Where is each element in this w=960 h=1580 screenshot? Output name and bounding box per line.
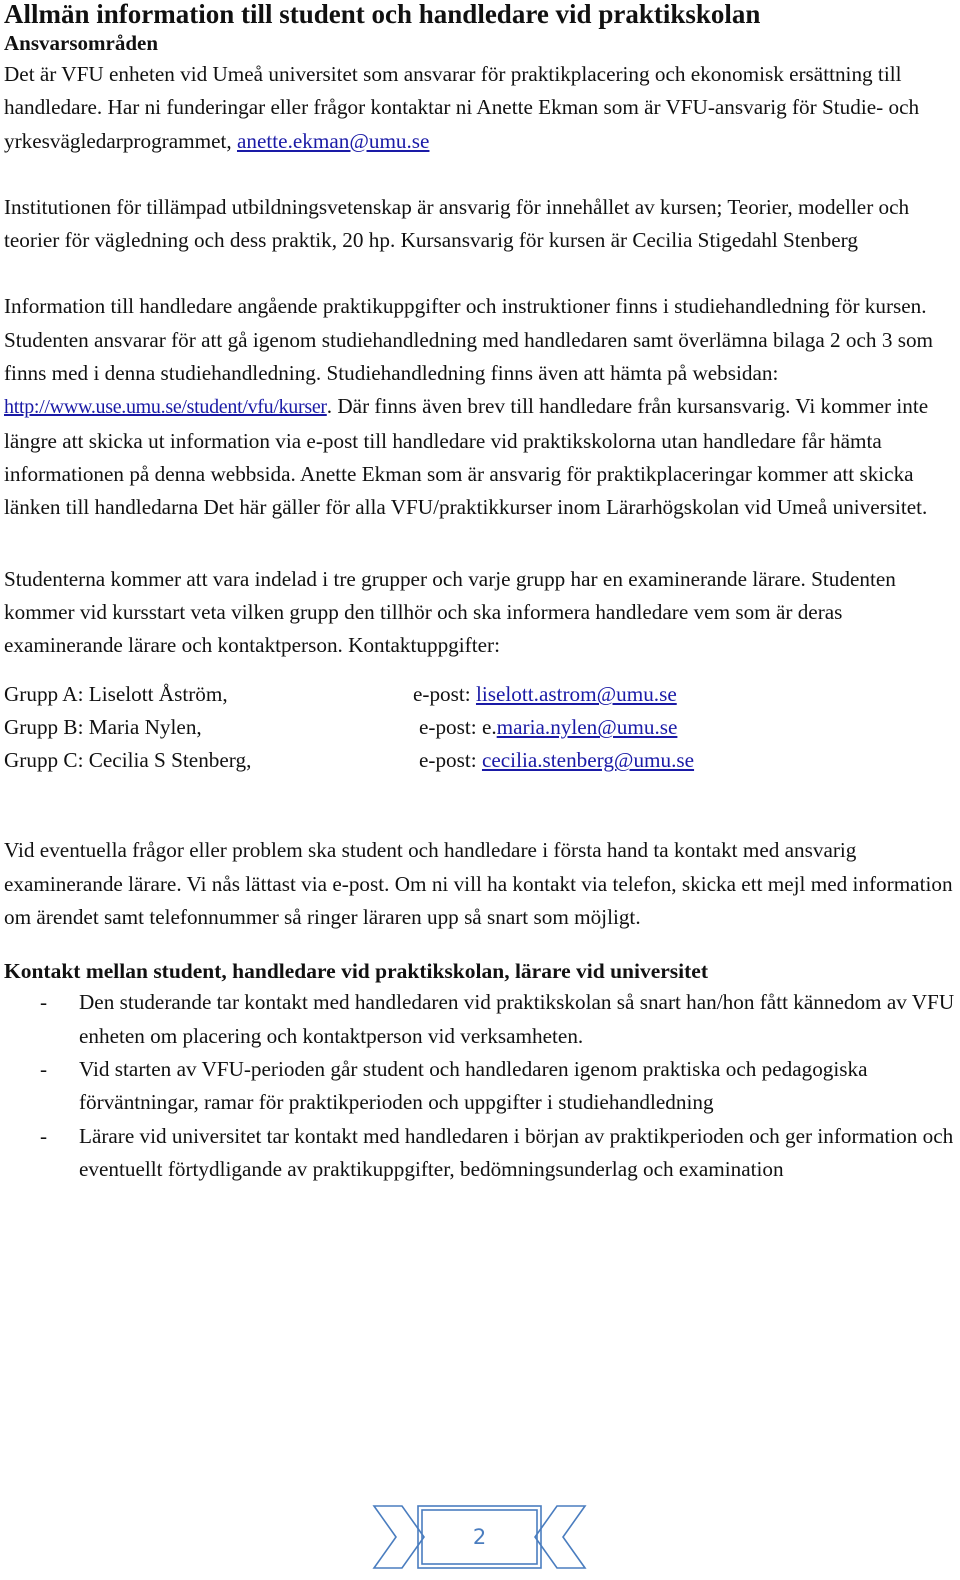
- contact-list: [4, 682, 956, 782]
- bullet-marker: -: [40, 1123, 48, 1148]
- paragraph-vfu-unit: [4, 58, 956, 158]
- email-label: e-post:: [419, 715, 482, 740]
- document-page: [4, 0, 956, 1186]
- email-label: e-post:: [413, 682, 476, 707]
- contact-group: Grupp A: Liselott Åström,: [4, 682, 228, 707]
- paragraph-institution: Institutionen för tillämpad utbildningsvetenskap är ansvarig för innehållet av kursen; Teorier, modeller och teorier för vägledning och dess praktik, 20 hp. Kursansvarig för kursen är Cecilia Stigedahl Stenberg: [4, 194, 910, 253]
- paragraph-supervisor-text-2: . Där finns även brev till handledare från kursansvarig. Vi kommer inte längre att skicka ut information via e-post till handledare vid praktikskolorna utan handledare får hämta informationen på denna webbsida. Anette Ekman som är ansvarig för praktikplaceringar kommer att skicka länken till handledarna Det här gäller för alla VFU/praktikkurser inom Lärarhögskolan vid Umeå universitet.: [4, 394, 929, 520]
- list-item-text: Den studerande tar kontakt med handledaren vid praktikskolan så snart han/hon fått kännedom av VFU enheten om placering och kontaktperson vid verksamheten.: [79, 990, 955, 1048]
- paragraph-supervisor-text-1: Information till handledare angående praktikuppgifter och instruktioner finns i studiehandledning för kursen. Studenten ansvarar för att gå igenom studiehandledning med handledaren samt överlämna bilaga 2 och 3 som finns med i denna studiehandledning. Studiehandledning finns även att hämta på websidan:: [4, 294, 934, 386]
- list-item-text: Vid starten av VFU-perioden går student och handledaren igenom praktiska och pedagogiska förväntningar, ramar för praktikperioden och uppgifter i studiehandledning: [79, 1056, 868, 1115]
- list-item: [4, 1120, 956, 1187]
- email-prefix: e.: [481, 715, 497, 740]
- email-link-maria[interactable]: maria.nylen@umu.se: [496, 715, 678, 740]
- page-title: Allmän information till student och handledare vid praktikskolan: [4, 0, 761, 29]
- bullet-marker: -: [40, 1056, 48, 1081]
- list-item-text: Lärare vid universitet tar kontakt med handledaren i början av praktikperioden och ger information och eventuellt förtydligande av praktikuppgifter, bedömningsunderlag och examination: [79, 1123, 954, 1181]
- email-link-anette[interactable]: anette.ekman@umu.se: [236, 128, 430, 153]
- email-link-cecilia[interactable]: cecilia.stenberg@umu.se: [481, 748, 695, 773]
- list-item: [4, 986, 956, 1053]
- contact-email: [419, 715, 677, 740]
- website-link[interactable]: http://www.use.umu.se/student/vfu/kurser: [4, 396, 327, 419]
- paragraph-groups: Studenterna kommer att vara indelad i tre grupper och varje grupp har en examinerande lärare. Studenten kommer vid kursstart veta vilken grupp den tillhör och ska informera handledare vem som är deras examinerande lärare och kontaktperson. Kontaktuppgifter:: [4, 566, 896, 658]
- page-number-badge: [372, 1505, 587, 1569]
- paragraph-questions: Vid eventuella frågor eller problem ska student och handledare i första hand ta kontakt med ansvarig examinerande lärare. Vi nås lättast via e-post. Om ni vill ha kontakt via telefon, skicka ett mejl med information om ärendet samt telefonnummer så ringer läraren upp så snart som möjligt.: [4, 838, 953, 930]
- paragraph-supervisor-info: [4, 290, 956, 524]
- contact-email: [419, 748, 694, 773]
- contact-email: [413, 682, 677, 707]
- contact-steps-list: [4, 986, 956, 1186]
- page-number: 2: [472, 1525, 487, 1549]
- email-link-liselott[interactable]: liselott.astrom@umu.se: [475, 682, 677, 707]
- contact-group: Grupp B: Maria Nylen,: [4, 715, 202, 740]
- section-heading-responsibilities: Ansvarsområden: [4, 31, 159, 55]
- bullet-marker: -: [40, 990, 48, 1015]
- list-item: [4, 1053, 956, 1120]
- paragraph-vfu-text: Det är VFU enheten vid Umeå universitet som ansvarar för praktikplacering och ekonomisk ersättning till handledare. Har ni funderingar eller frågor kontaktar ni Anette Ekman som är VFU-ansvarig för Studie- och yrkesvägledarprogrammet,: [4, 62, 920, 153]
- email-label: e-post:: [419, 748, 482, 773]
- section-heading-contact: Kontakt mellan student, handledare vid praktikskolan, lärare vid universitet: [4, 959, 709, 984]
- contact-group: Grupp C: Cecilia S Stenberg,: [4, 748, 252, 773]
